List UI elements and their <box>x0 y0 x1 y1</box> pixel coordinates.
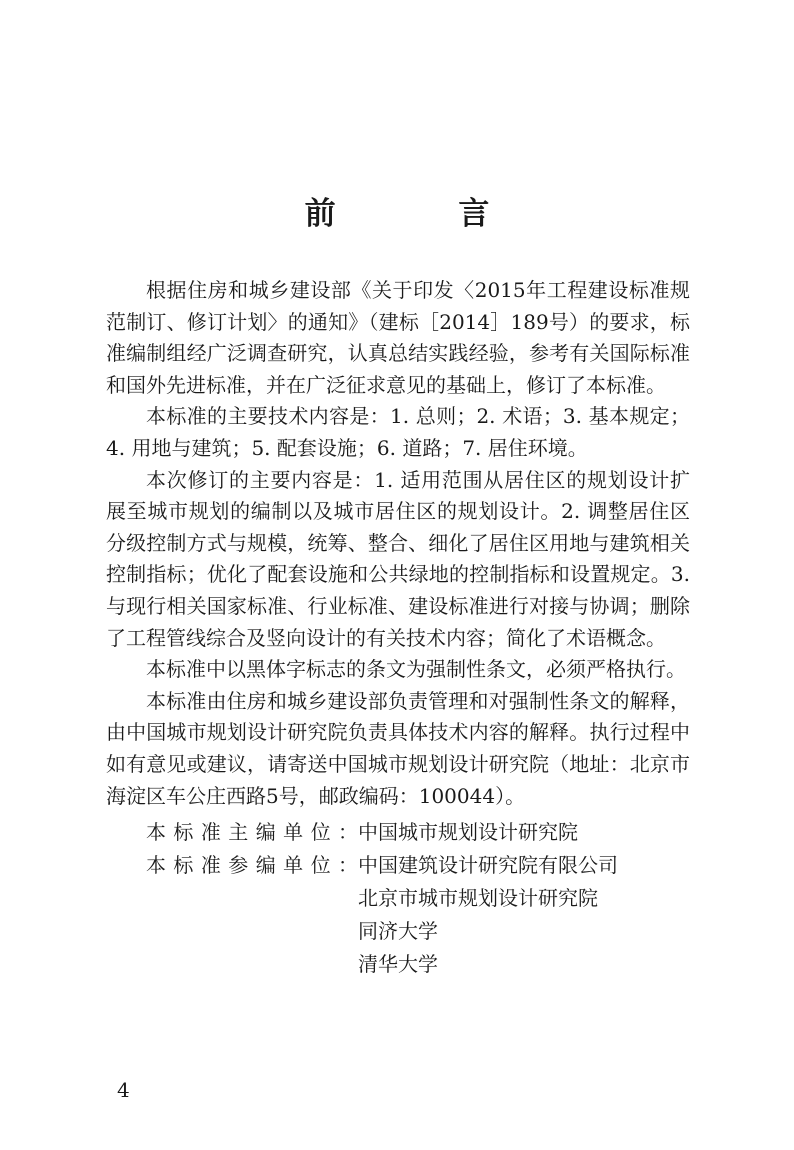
paragraph-basis: 根据住房和城乡建设部《关于印发〈2015年工程建设标准规范制订、修订计划〉的通知》（建标［2014］189号）的要求，标准编制组经广泛调查研究，认真总结实践经验，参考有关国际标准和国外先进标准，并在广泛征求意见的基础上，修订了本标准。 <box>106 278 690 397</box>
chief-editor-row <box>106 816 690 849</box>
participating-label: 本标准参编单位： <box>146 853 358 878</box>
preface-body <box>106 275 690 981</box>
chief-editor-value: 中国城市规划设计研究院 <box>358 820 578 845</box>
organizations-block <box>106 816 690 981</box>
paragraph-revisions: 本次修订的主要内容是：1. 适用范围从居住区的规划设计扩展至城市规划的编制以及城市居住区的规划设计。2. 调整居住区分级控制方式与规模，统筹、整合、细化了居住区用地与建筑相关控制指标；优化了配套设施和公共绿地的控制指标和设置规定。3. 与现行相关国家标准、行业标准、建设标准进行对接与协调；删除了工程管线综合及竖向设计的有关技术内容；简化了术语概念。 <box>106 467 690 650</box>
paragraph-main-content: 本标准的主要技术内容是：1. 总则；2. 术语；3. 基本规定；4. 用地与建筑；5. 配套设施；6. 道路；7. 居住环境。 <box>106 404 690 460</box>
participating-unit: 同济大学 <box>358 919 438 944</box>
chief-editor-label: 本标准主编单位： <box>146 820 358 845</box>
paragraph-mandatory-clauses: 本标准中以黑体字标志的条文为强制性条文，必须严格执行。 <box>146 657 686 682</box>
page-number: 4 <box>117 1078 130 1102</box>
participating-unit: 北京市城市规划设计研究院 <box>358 886 598 911</box>
page-title: 前 言 <box>304 196 546 232</box>
participating-row <box>106 849 690 981</box>
chief-editor-values <box>358 816 690 849</box>
participating-values <box>358 849 690 981</box>
participating-unit: 清华大学 <box>358 952 438 977</box>
paragraph-management: 本标准由住房和城乡建设部负责管理和对强制性条文的解释，由中国城市规划设计研究院负责具体技术内容的解释。执行过程中如有意见或建议，请寄送中国城市规划设计研究院（地址：北京市海淀区车公庄西路5号，邮政编码：100044）。 <box>106 688 690 808</box>
participating-unit: 中国建筑设计研究院有限公司 <box>358 853 618 878</box>
